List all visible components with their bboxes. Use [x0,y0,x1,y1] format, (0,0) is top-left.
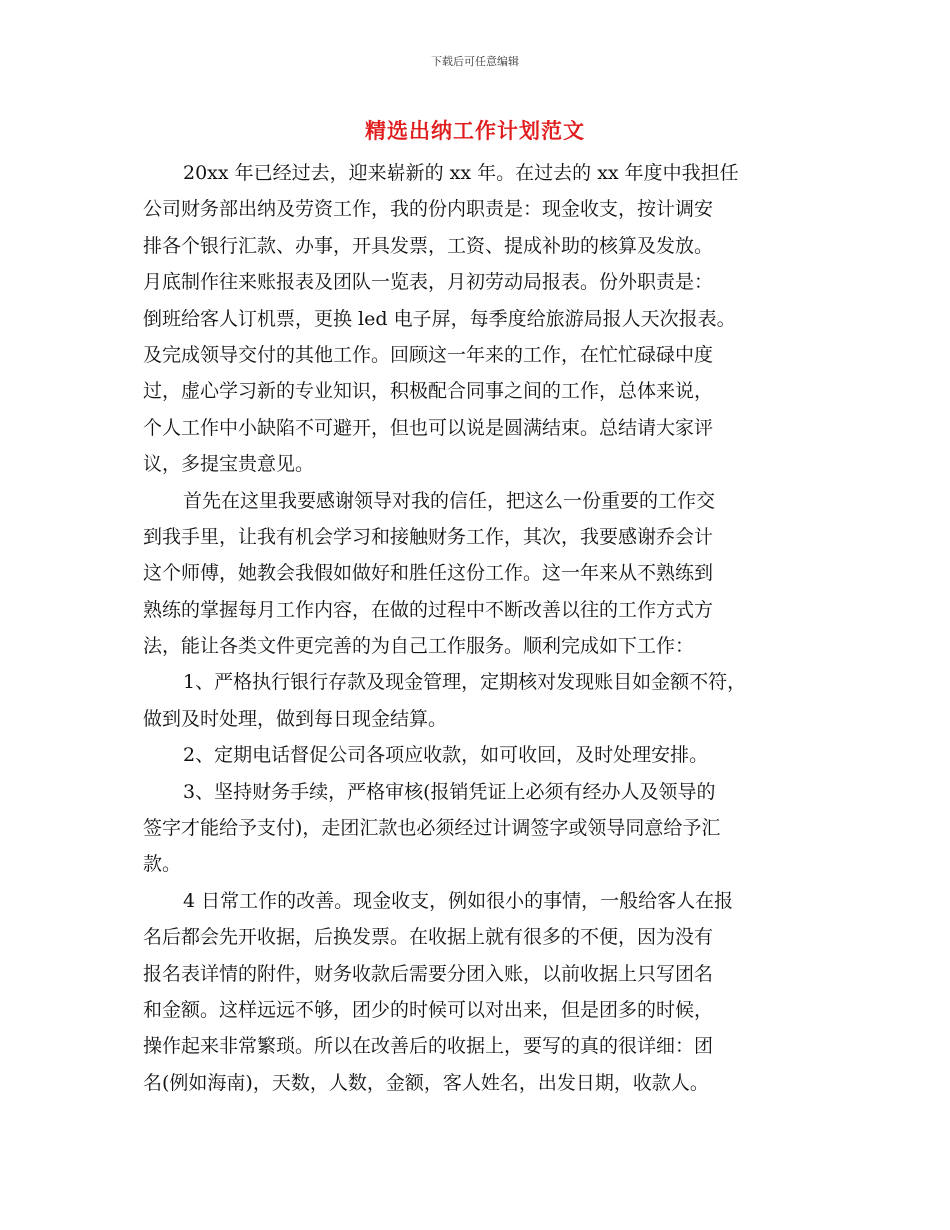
text-line: 1、严格执行银行存款及现金管理，定期核对发现账目如金额不符， [183,671,747,694]
text-line: 名后都会先开收据，后换发票。在收据上就有很多的不便，因为没有 [143,926,714,949]
page-header: 下载后可任意编辑 [431,55,519,68]
text-line: 20xx 年已经过去，迎来崭新的 xx 年。在过去的 xx 年度中我担任 [183,162,739,184]
text-line: 3、坚持财务手续，严格审核(报销凭证上必须有经办人及领导的 [183,780,716,803]
text-line: 议，多提宝贵意见。 [143,453,315,476]
text-line: 款。 [143,853,182,876]
text-line: 及完成领导交付的其他工作。回顾这一年来的工作，在忙忙碌碌中度 [143,343,714,366]
paragraph-intro [143,155,819,483]
text-line: 名(例如海南)，天数，人数，金额，客人姓名，出发日期，收款人。 [143,1071,709,1094]
text-line: 2、定期电话督促公司各项应收款，如可收回，及时处理安排。 [183,744,709,767]
text-line: 操作起来非常繁琐。所以在改善后的收据上，要写的真的很详细：团 [143,1035,714,1058]
document-title: 精选出纳工作计划范文 [365,119,585,143]
document-body [143,155,819,1101]
text-line: 4 日常工作的改善。现金收支，例如很小的事情，一般给客人在报 [183,889,734,912]
text-line: 排各个银行汇款、办事，开具发票，工资、提成补助的核算及发放。 [143,234,714,257]
paragraph-item-3 [143,774,819,883]
text-line: 到我手里，让我有机会学习和接触财务工作，其次，我要感谢乔会计 [143,525,714,548]
text-line: 熟练的掌握每月工作内容，在做的过程中不断改善以往的工作方式方 [143,598,714,621]
text-line: 个人工作中小缺陷不可避开，但也可以说是圆满结束。总结请大家评 [143,416,714,439]
text-line: 首先在这里我要感谢领导对我的信任，把这么一份重要的工作交 [183,489,716,512]
text-line: 这个师傅，她教会我假如做好和胜任这份工作。这一年来从不熟练到 [143,562,714,585]
text-line: 倒班给客人订机票，更换 led 电子屏，每季度给旅游局报人天次报表。 [143,307,736,330]
paragraph-item-2 [143,737,819,773]
paragraph-item-4 [143,883,819,1101]
text-line: 过，虚心学习新的专业知识，积极配合同事之间的工作，总体来说， [143,380,714,403]
paragraph-item-1 [143,664,819,737]
text-line: 法，能让各类文件更完善的为自己工作服务。顺利完成如下工作： [143,635,695,658]
text-line: 报名表详情的附件，财务收款后需要分团入账，以前收据上只写团名 [143,962,714,985]
text-line: 月底制作往来账报表及团队一览表，月初劳动局报表。份外职责是： [143,271,714,294]
text-line: 做到及时处理，做到每日现金结算。 [143,707,448,730]
paragraph-thanks [143,483,819,665]
text-line: 公司财务部出纳及劳资工作，我的份内职责是：现金收支，按计调安 [143,198,714,221]
text-line: 签字才能给予支付)，走团汇款也必须经过计调签字或领导同意给予汇 [143,817,721,840]
text-line: 和金额。这样远远不够，团少的时候可以对出来，但是团多的时候， [143,998,714,1021]
